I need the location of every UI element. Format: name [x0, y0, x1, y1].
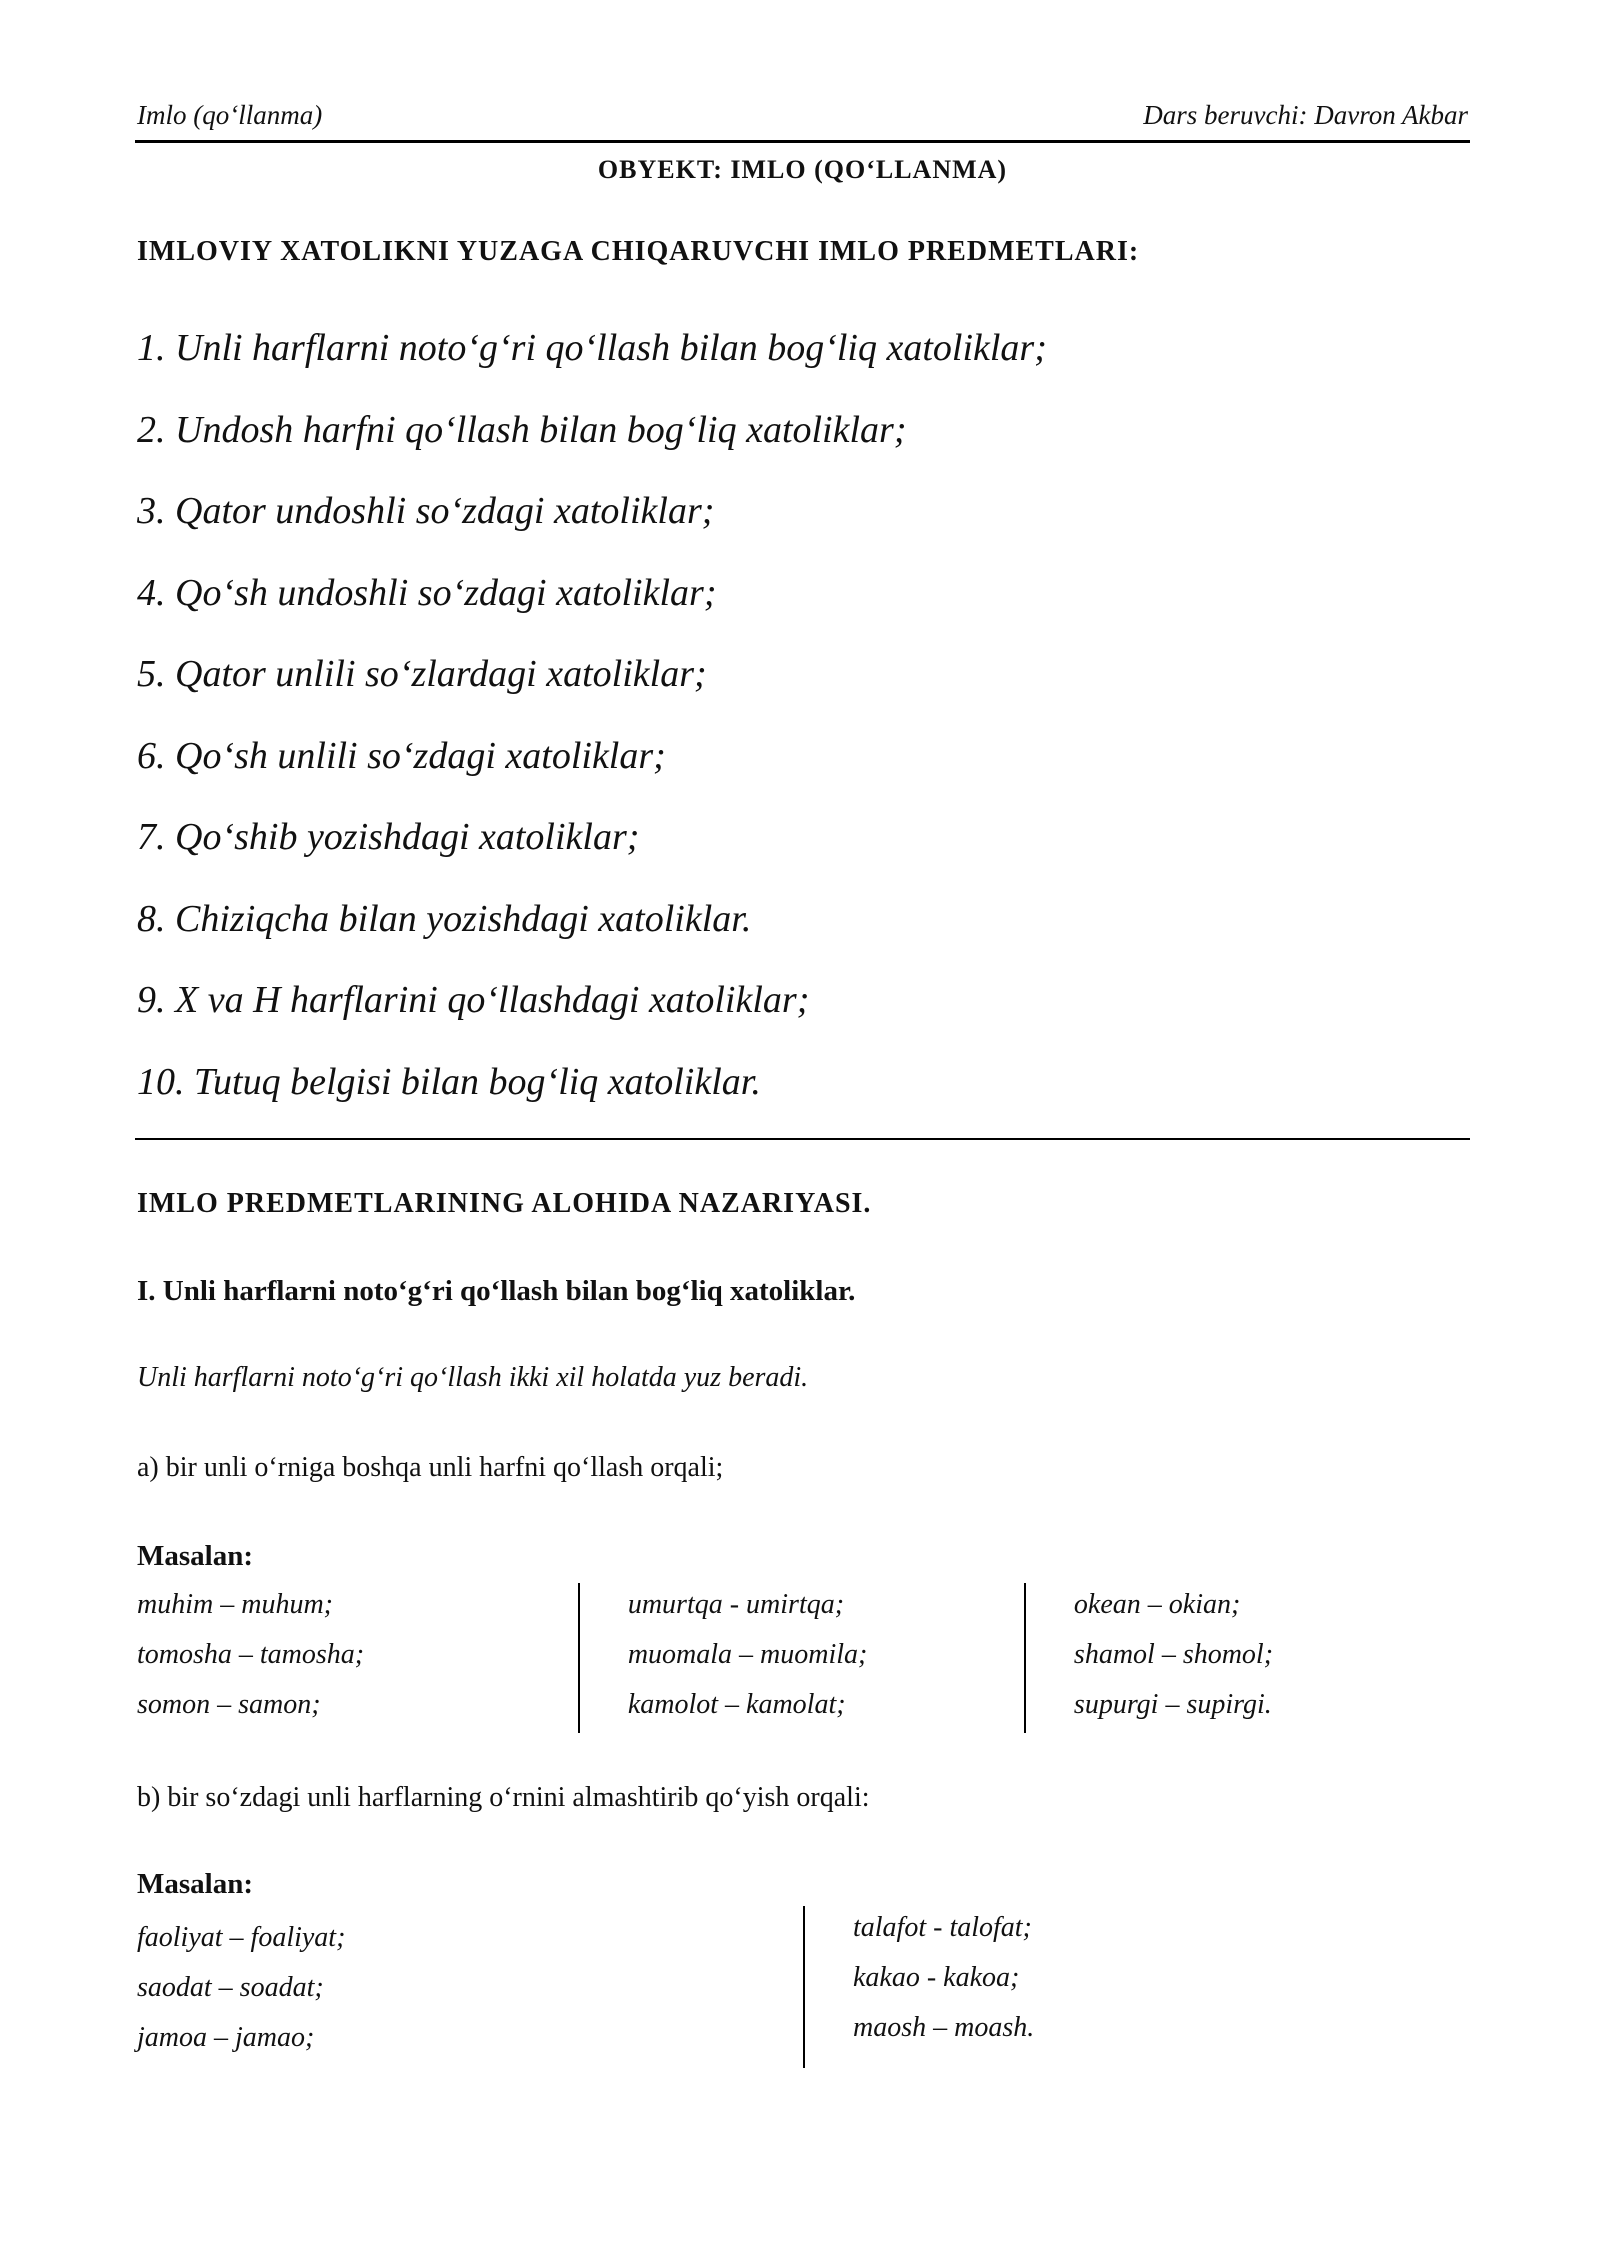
section1-title: IMLOVIY XATOLIKNI YUZAGA CHIQARUVCHI IMLO PREDMETLARI:: [137, 236, 1140, 267]
example-pair: talafot - talofat;: [853, 1912, 1032, 1943]
examples-column: [1024, 1583, 1470, 1733]
example-pair: maosh – moash.: [853, 2012, 1035, 2043]
list-item: 2. Undosh harfni qo‘llash bilan bog‘liq xatoliklar;: [137, 408, 907, 451]
example-pair: supurgi – supirgi.: [1073, 1689, 1272, 1720]
example-pair: jamoa – jamao;: [137, 2022, 315, 2053]
example-pair: muomala – muomila;: [627, 1639, 868, 1670]
example-label: Masalan:: [137, 1540, 253, 1572]
examples-column: [135, 1906, 803, 2068]
list-item: 1. Unli harflarni noto‘g‘ri qo‘llash bilan bog‘liq xatoliklar;: [137, 327, 1047, 369]
paragraph-a: a) bir unli o‘rniga boshqa unli harfni qo‘llash orqali;: [137, 1452, 724, 1483]
examples-column: [803, 1906, 1470, 2068]
list-item: 6. Qo‘sh unlili so‘zdagi xatoliklar;: [137, 734, 666, 777]
example-pair: somon – samon;: [137, 1689, 321, 1720]
example-pair: faoliyat – foaliyat;: [137, 1922, 346, 1953]
header-right-author: Dars beruvchi: Davron Akbar: [1143, 100, 1468, 130]
example-pair: okean – okian;: [1073, 1589, 1241, 1620]
list-item: 7. Qo‘shib yozishdagi xatoliklar;: [137, 816, 640, 858]
list-item: 9. X va H harflarini qo‘llashdagi xatoliklar;: [137, 979, 810, 1021]
examples-b-table: [135, 1906, 1470, 2068]
page-header: [135, 100, 1470, 143]
subsection-title: I. Unli harflarni noto‘g‘ri qo‘llash bilan bog‘liq xatoliklar.: [137, 1275, 856, 1307]
examples-a-table: [135, 1583, 1470, 1733]
list-item: 10. Tutuq belgisi bilan bog‘liq xatoliklar.: [137, 1060, 761, 1103]
intro-text: Unli harflarni noto‘g‘ri qo‘llash ikki xil holatda yuz beradi.: [137, 1362, 809, 1393]
example-pair: umurtqa - umirtqa;: [627, 1589, 845, 1620]
list-item: 3. Qator undoshli so‘zdagi xatoliklar;: [137, 490, 715, 532]
object-title: OBYEKT: IMLO (QO‘LLANMA): [597, 155, 1008, 184]
example-pair: kakao - kakoa;: [853, 1962, 1020, 1993]
example-label: Masalan:: [137, 1868, 253, 1900]
example-pair: tomosha – tamosha;: [137, 1639, 365, 1670]
examples-column: [135, 1583, 578, 1733]
examples-column: [578, 1583, 1024, 1733]
example-pair: kamolot – kamolat;: [627, 1689, 846, 1720]
error-types-list: [137, 318, 1047, 1133]
example-pair: muhim – muhum;: [137, 1589, 333, 1620]
example-pair: saodat – soadat;: [137, 1972, 324, 2003]
section-divider: [135, 1138, 1470, 1140]
example-pair: shamol – shomol;: [1073, 1639, 1274, 1670]
section2-title: IMLO PREDMETLARINING ALOHIDA NAZARIYASI.: [137, 1188, 872, 1219]
list-item: 4. Qo‘sh undoshli so‘zdagi xatoliklar;: [137, 571, 717, 614]
list-item: 8. Chiziqcha bilan yozishdagi xatoliklar.: [137, 897, 752, 940]
header-left-title: Imlo (qo‘llanma): [137, 100, 323, 130]
paragraph-b: b) bir so‘zdagi unli harflarning o‘rnini almashtirib qo‘yish orqali:: [137, 1782, 870, 1813]
list-item: 5. Qator unlili so‘zlardagi xatoliklar;: [137, 653, 707, 695]
